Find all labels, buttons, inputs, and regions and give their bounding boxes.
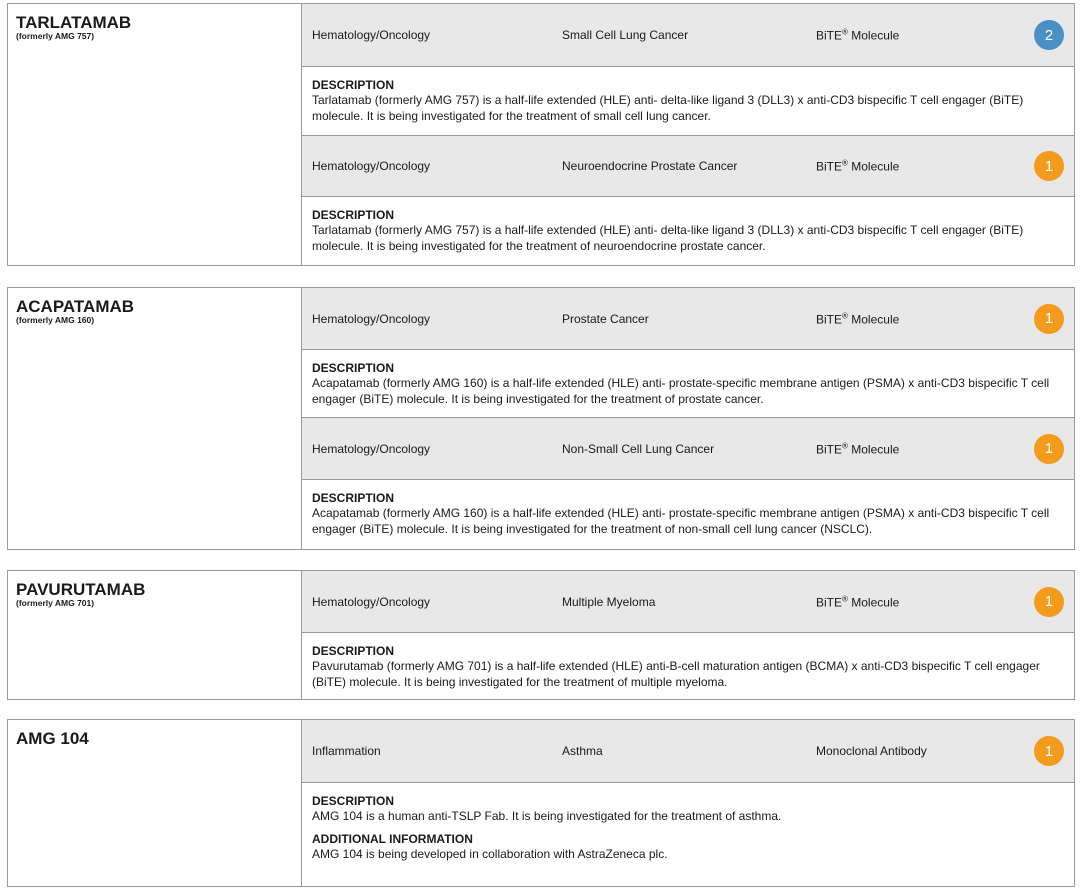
description-cell (302, 480, 1074, 549)
description-cell (302, 783, 1074, 886)
drug-name: TARLATAMAB (16, 13, 132, 32)
indication: Neuroendocrine Prostate Cancer (562, 159, 738, 173)
indication-row (302, 4, 1074, 67)
description-heading: DESCRIPTION (312, 491, 395, 505)
indication-row (302, 288, 1074, 350)
modality: BiTE® Molecule (816, 311, 900, 326)
drug-name-cell (8, 4, 302, 265)
indication: Prostate Cancer (562, 311, 649, 326)
additional-info-heading: ADDITIONAL INFORMATION (312, 832, 473, 846)
modality: BiTE® Molecule (816, 441, 900, 456)
description-heading: DESCRIPTION (312, 361, 395, 375)
description-cell (302, 197, 1074, 265)
description-heading: DESCRIPTION (312, 794, 395, 808)
indication-row (302, 135, 1074, 197)
additional-info-text: AMG 104 is being developed in collaboration with AstraZeneca plc. (312, 847, 668, 861)
therapeutic-area: Hematology/Oncology (312, 28, 431, 42)
therapeutic-area: Hematology/Oncology (312, 311, 431, 326)
modality: BiTE® Molecule (816, 27, 900, 43)
description-heading: DESCRIPTION (312, 208, 395, 222)
description-heading: DESCRIPTION (312, 644, 395, 658)
indication: Small Cell Lung Cancer (562, 28, 689, 42)
description-cell (302, 67, 1074, 135)
drug-name: PAVURUTAMAB (16, 580, 146, 599)
drug-block-acapatamab (7, 287, 1075, 550)
drug-name-cell (8, 571, 302, 699)
indication: Non-Small Cell Lung Cancer (562, 441, 715, 456)
indication-row (302, 417, 1074, 480)
drug-name: AMG 104 (16, 729, 89, 748)
phase-badge: 2 (1034, 20, 1064, 50)
drug-former-name: (formerly AMG 160) (16, 315, 95, 325)
drug-block-amg-104 (7, 719, 1075, 887)
description-text: AMG 104 is a human anti-TSLP Fab. It is being investigated for the treatment of asthma. (312, 809, 782, 823)
drug-name: ACAPATAMAB (16, 297, 135, 316)
drug-former-name: (formerly AMG 757) (16, 31, 95, 41)
phase-badge: 1 (1034, 304, 1064, 334)
therapeutic-area: Hematology/Oncology (312, 594, 431, 609)
indication: Asthma (562, 744, 603, 758)
indication-row (302, 720, 1074, 783)
description-text: Acapatamab (formerly AMG 160) is a half-life extended (HLE) anti- prostate-specific membrane antigen (PSMA) x anti-CD3 bispecific T cell engager (BiTE) molecule. It is being investigated for the treatment of prostate cancer. (312, 376, 1050, 406)
description-text: Tarlatamab (formerly AMG 757) is a half-life extended (HLE) anti- delta-like ligand 3 (DLL3) x anti-CD3 bispecific T cell engager (BiTE) molecule. It is being investigated for the treatment of neuroendocrine prostate cancer. (312, 223, 1024, 253)
phase-badge: 1 (1034, 151, 1064, 181)
description-text: Tarlatamab (formerly AMG 757) is a half-life extended (HLE) anti- delta-like ligand 3 (DLL3) x anti-CD3 bispecific T cell engager (BiTE) molecule. It is being investigated for the treatment of small cell lung cancer. (312, 93, 1024, 123)
description-heading: DESCRIPTION (312, 78, 395, 92)
drug-name-cell (8, 720, 302, 886)
description-cell (302, 350, 1074, 417)
phase-badge: 1 (1034, 736, 1064, 766)
therapeutic-area: Hematology/Oncology (312, 441, 431, 456)
modality: Monoclonal Antibody (816, 744, 927, 758)
indication: Multiple Myeloma (562, 594, 656, 609)
description-text: Acapatamab (formerly AMG 160) is a half-life extended (HLE) anti- prostate-specific membrane antigen (PSMA) x anti-CD3 bispecific T cell engager (BiTE) molecule. It is being investigated for the treatment of non-small cell lung cancer (NSCLC). (312, 506, 1050, 536)
modality: BiTE® Molecule (816, 594, 900, 609)
drug-block-pavurutamab (7, 570, 1075, 700)
indication-row (302, 571, 1074, 633)
drug-block-tarlatamab (7, 3, 1075, 266)
modality: BiTE® Molecule (816, 158, 900, 174)
phase-badge: 1 (1034, 434, 1064, 464)
description-text: Pavurutamab (formerly AMG 701) is a half-life extended (HLE) anti-B-cell maturation antigen (BCMA) x anti-CD3 bispecific T cell engager (BiTE) molecule. It is being investigated for the treatment of multiple myeloma. (312, 659, 1040, 689)
description-cell (302, 633, 1074, 699)
drug-name-cell (8, 288, 302, 549)
therapeutic-area: Inflammation (312, 744, 381, 758)
therapeutic-area: Hematology/Oncology (312, 159, 431, 173)
phase-badge: 1 (1034, 587, 1064, 617)
drug-former-name: (formerly AMG 701) (16, 598, 95, 608)
